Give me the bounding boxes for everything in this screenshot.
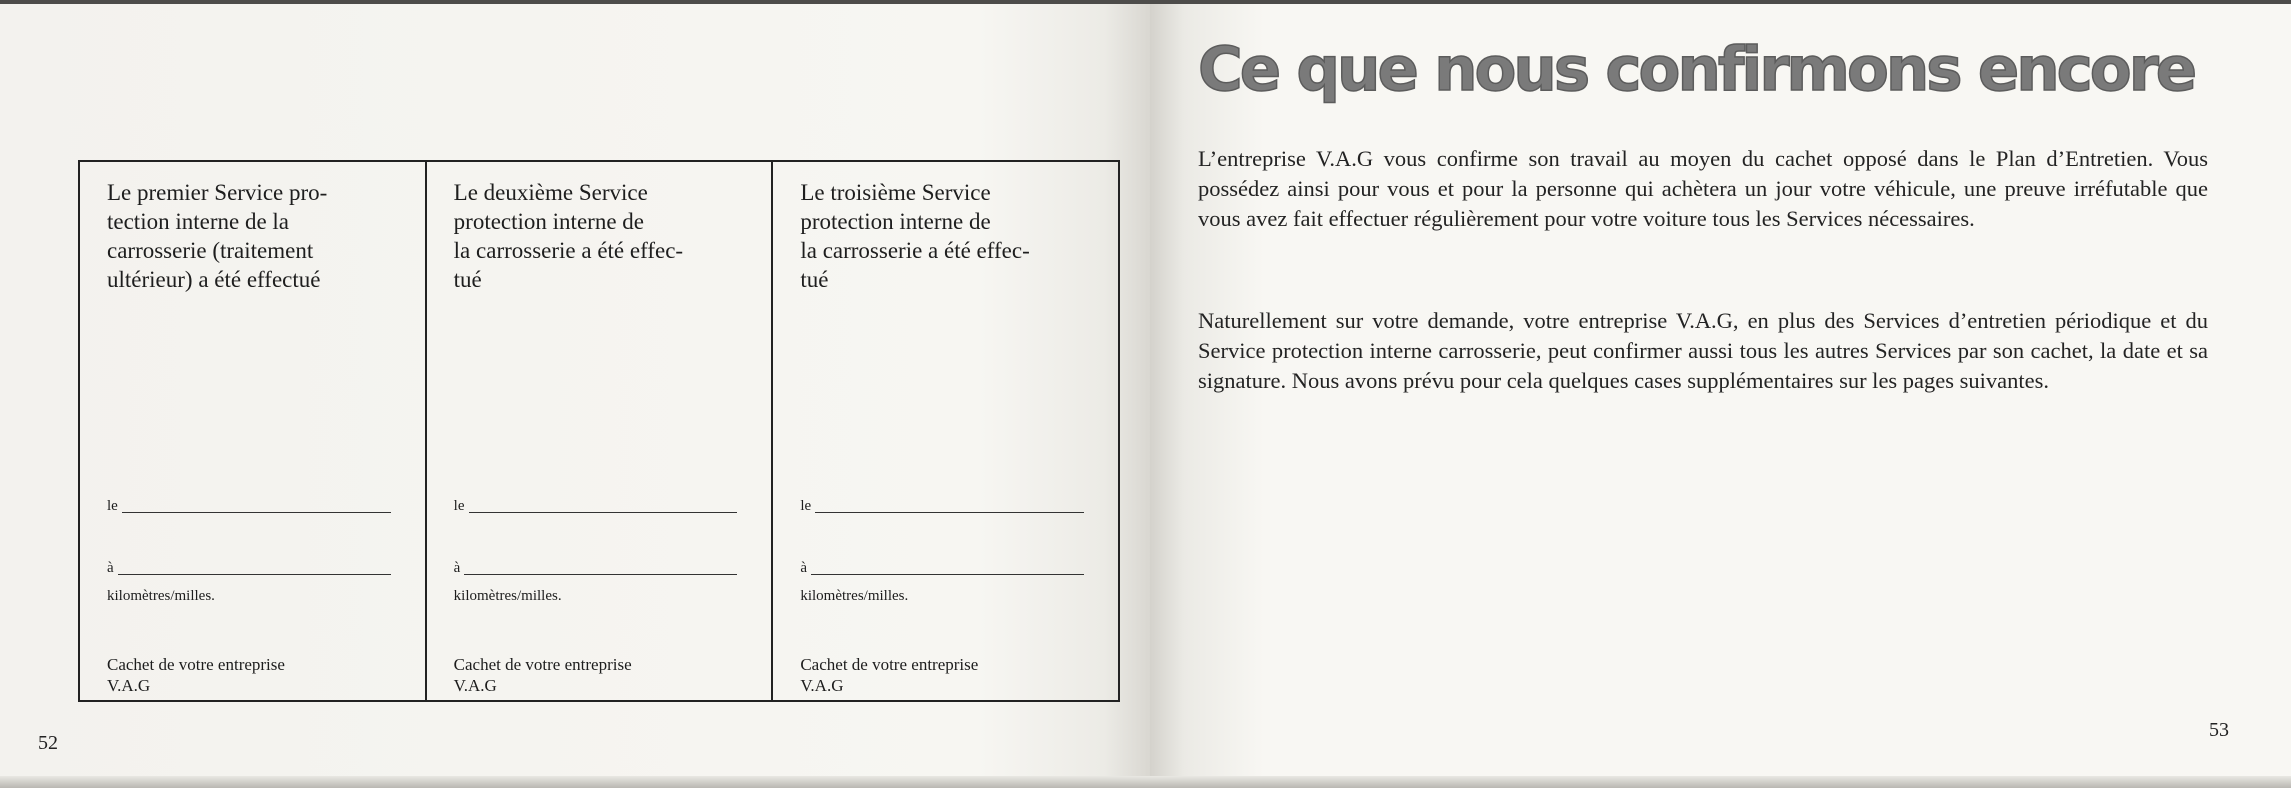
dealer-stamp-label: Cachet de votre entreprise V.A.G: [800, 655, 979, 695]
date-line: [815, 512, 1084, 513]
mileage-field: [454, 560, 738, 577]
mileage-line: [464, 574, 737, 575]
mileage-label: à: [107, 560, 114, 576]
service-boxes: [78, 160, 1120, 702]
page-bottom-edge: [0, 776, 1150, 788]
mileage-label: à: [800, 560, 808, 576]
date-label: le: [453, 498, 465, 514]
service-box-title: Le premier Service pro- tection interne de la carrosserie (traitement ultérieur) a été effectué: [107, 180, 328, 292]
right-page: [1150, 0, 2291, 788]
service-box-first: [80, 162, 427, 700]
mileage-field: [800, 560, 1084, 577]
service-box-second: [427, 162, 774, 700]
mileage-label: à: [453, 560, 461, 576]
page-top-edge: [0, 0, 1150, 4]
page-heading: Ce que nous confirmons encore: [1198, 34, 2195, 105]
mileage-line: [118, 574, 391, 575]
date-label: le: [107, 498, 118, 514]
service-box-third: [773, 162, 1118, 700]
date-line: [469, 512, 738, 513]
mileage-unit: kilomètres/milles.: [107, 588, 215, 604]
page-top-edge: [1150, 0, 2291, 4]
mileage-line: [811, 574, 1084, 575]
service-box-title: Le deuxième Service protection interne de la carrosserie a été effec- tué: [453, 180, 684, 292]
date-field: [454, 498, 738, 515]
mileage-unit: kilomètres/milles.: [453, 588, 562, 604]
date-field: [107, 498, 391, 515]
date-label: le: [800, 498, 812, 514]
mileage-field: [107, 560, 391, 577]
paragraph-additional-services: Naturellement sur votre demande, votre entreprise V.A.G, en plus des Services d’entretien périodique et du Service protection interne carrosserie, peut confirmer aussi tous les autres Services par son cachet, la date et sa signature. Nous avons prévu pour cela quelques cases supplémentaires sur les pages suivantes.: [1198, 308, 2208, 393]
page-number-right: 53: [2209, 719, 2229, 741]
date-field: [800, 498, 1084, 515]
dealer-stamp-label: Cachet de votre entreprise V.A.G: [453, 655, 632, 695]
mileage-unit: kilomètres/milles.: [800, 588, 909, 604]
dealer-stamp-label: Cachet de votre entreprise V.A.G: [107, 655, 285, 695]
page-bottom-edge: [1150, 776, 2291, 788]
date-line: [122, 512, 391, 513]
service-box-title: Le troisième Service protection interne de la carrosserie a été effec- tué: [800, 180, 1030, 292]
paragraph-confirmation: L’entreprise V.A.G vous confirme son travail au moyen du cachet opposé dans le Plan d’Entretien. Vous possédez ainsi pour vous et pour la personne qui achètera un jour votre véhicule, une preuve irréfutable que vous avez fait effectuer régulièrement pour votre voiture tous les Services nécessaires.: [1198, 146, 2208, 231]
page-number-left: 52: [38, 732, 58, 754]
